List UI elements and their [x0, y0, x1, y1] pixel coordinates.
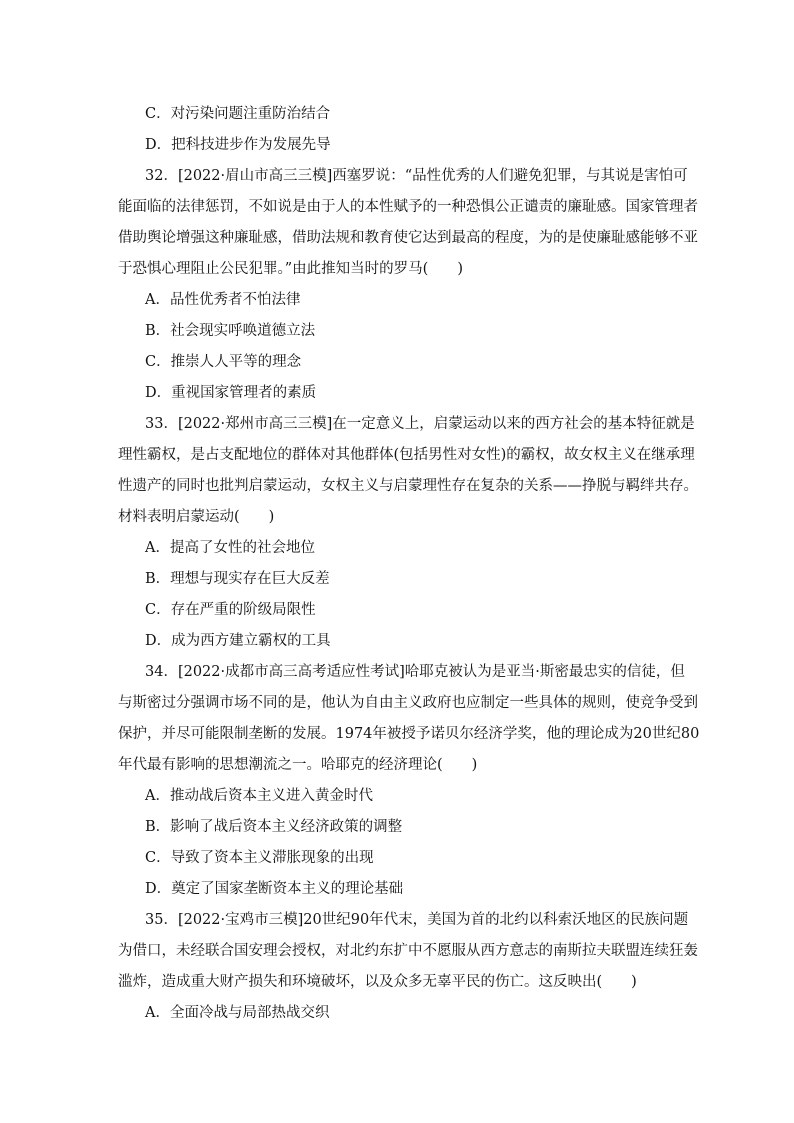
question-stem-line: 保护，并尽可能限制垄断的发展。1974年被授予诺贝尔经济学奖，他的理论成为20世纪80 [118, 726, 700, 742]
option-b: B．社会现实呼唤道德立法 [145, 323, 316, 339]
option-a: A．品性优秀者不怕法律 [145, 292, 301, 308]
question-stem-line: 性遗产的同时也批判启蒙运动，女权主义与启蒙理性存在复杂的关系——挣脱与羁绊共存。 [118, 478, 698, 494]
question-stem-line: 滥炸，造成重大财产损失和环境破坏，以及众多无辜平民的伤亡。这反映出( ) [118, 974, 637, 990]
question-stem-line: 35．[2022·宝鸡市三模]20世纪90年代末，美国为首的北约以科索沃地区的民族问题 [145, 912, 689, 928]
option-b: B．影响了战后资本主义经济政策的调整 [145, 819, 403, 835]
option-d: D．成为西方建立霸权的工具 [145, 633, 331, 649]
question-stem-line: 理性霸权，是占支配地位的群体对其他群体(包括男性对女性)的霸权，故女权主义在继承理 [118, 447, 695, 463]
question-stem-line: 能面临的法律惩罚，不如说是由于人的本性赋予的一种恐惧公正谴责的廉耻感。国家管理者 [118, 199, 698, 215]
question-stem-line: 材料表明启蒙运动( ) [118, 509, 275, 525]
question-33 [118, 409, 698, 657]
option-c: C．对污染问题注重防治结合 [145, 106, 331, 122]
option-c: C．推崇人人平等的理念 [145, 354, 302, 370]
option-a: A．推动战后资本主义进入黄金时代 [145, 788, 373, 804]
question-stem-line: 于恐惧心理阻止公民犯罪。”由此推知当时的罗马( ) [118, 261, 463, 277]
question-stem-line: 借助舆论增强这种廉耻感，借助法规和教育使它达到最高的程度，为的是使廉耻感能够不亚 [118, 230, 698, 246]
option-d: D．重视国家管理者的素质 [145, 385, 317, 401]
question-stem-line: 与斯密过分强调市场不同的是，他认为自由主义政府也应制定一些具体的规则，使竞争受到 [118, 695, 698, 711]
question-35 [118, 905, 698, 1029]
option-c: C．导致了资本主义滞胀现象的出现 [145, 850, 374, 866]
option-b: B．理想与现实存在巨大反差 [145, 571, 330, 587]
option-d: D．奠定了国家垄断资本主义的理论基础 [145, 881, 404, 897]
option-a: A．提高了女性的社会地位 [145, 540, 315, 556]
question-32 [118, 161, 698, 409]
question-stem-line: 32．[2022·眉山市高三三模]西塞罗说：“品性优秀的人们避免犯罪，与其说是害怕可 [145, 168, 688, 184]
question-stem-line: 34．[2022·成都市高三高考适应性考试]哈耶克被认为是亚当·斯密最忠实的信徒，但 [145, 664, 685, 680]
question-stem-line: 33．[2022·郑州市高三三模]在一定意义上，启蒙运动以来的西方社会的基本特征就是 [145, 416, 695, 432]
option-c: C．存在严重的阶级局限性 [145, 602, 316, 618]
question-stem-line: 年代最有影响的思想潮流之一。哈耶克的经济理论( ) [118, 757, 478, 773]
question-stem-line: 为借口，未经联合国安理会授权，对北约东扩中不愿服从西方意志的南斯拉夫联盟连续狂轰 [118, 943, 698, 959]
option-a: A．全面冷战与局部热战交织 [145, 1005, 330, 1021]
page-content [118, 99, 700, 1029]
option-d: D．把科技进步作为发展先导 [145, 137, 331, 153]
question-34 [118, 657, 700, 905]
question-31-continued [118, 99, 690, 161]
